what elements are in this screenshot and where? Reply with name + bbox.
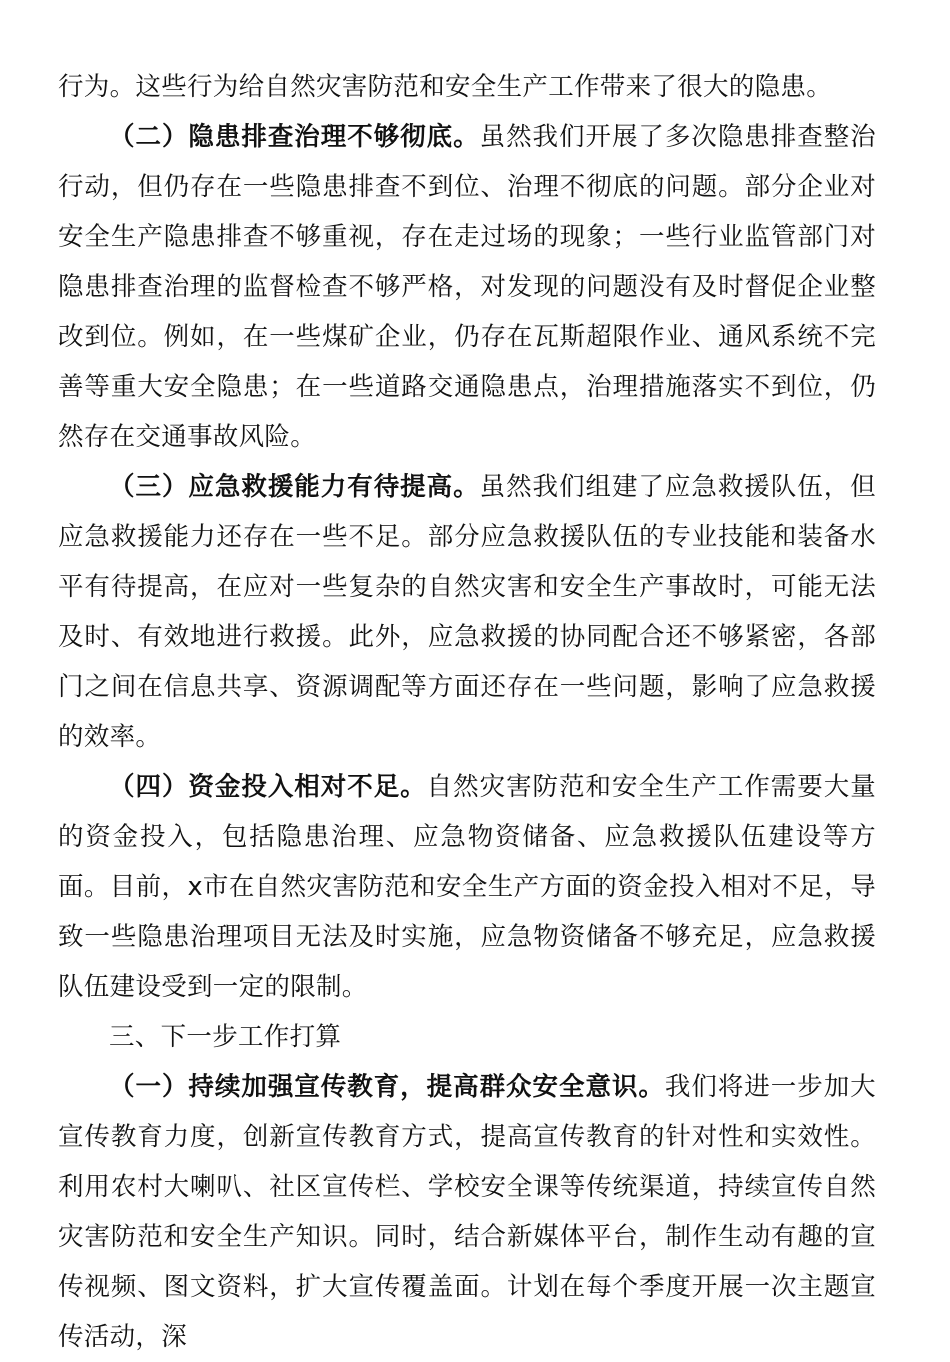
paragraph-text: 虽然我们开展了多次隐患排查整治行动，但仍存在一些隐患排查不到位、治理不彻底的问题。部分企业对安全生产隐患排查不够重视，存在走过场的现象；一些行业监管部门对隐患排查治理的监督检查不够严格，对发现的问题没有及时督促企业整改到位。例如，在一些煤矿企业，仍存在瓦斯超限作业、通风系统不完善等重大安全隐患；在一些道路交通隐患点，治理措施落实不到位，仍然存在交通事故风险。 xyxy=(58,122,876,452)
paragraph-text: 行为。这些行为给自然灾害防范和安全生产工作带来了很大的隐患。 xyxy=(58,72,833,102)
paragraph-text: 自然灾害防范和安全生产工作需要大量的资金投入，包括隐患治理、应急物资储备、应急救援队伍建设等方面。目前，x市在自然灾害防范和安全生产方面的资金投入相对不足，导致一些隐患治理项目无法及时实施，应急物资储备不够充足，应急救援队伍建设受到一定的限制。 xyxy=(58,772,876,1002)
document-page xyxy=(58,62,876,1362)
paragraph-publicity-education xyxy=(58,1062,876,1362)
paragraph-heading: （四）资金投入相对不足。 xyxy=(109,772,427,802)
paragraph-heading: （三）应急救援能力有待提高。 xyxy=(109,472,480,502)
paragraph-text: 虽然我们组建了应急救援队伍，但应急救援能力还存在一些不足。部分应急救援队伍的专业技能和装备水平有待提高，在应对一些复杂的自然灾害和安全生产事故时，可能无法及时、有效地进行救援。此外，应急救援的协同配合还不够紧密，各部门之间在信息共享、资源调配等方面还存在一些问题，影响了应急救援的效率。 xyxy=(58,472,876,752)
paragraph-continuation xyxy=(58,62,876,112)
paragraph-heading: （一）持续加强宣传教育，提高群众安全意识。 xyxy=(109,1072,665,1102)
section-heading-next-steps xyxy=(58,1012,876,1062)
paragraph-funding xyxy=(58,762,876,1012)
section-heading-text: 三、下一步工作打算 xyxy=(109,1022,342,1052)
paragraph-text: 我们将进一步加大宣传教育力度，创新宣传教育方式，提高宣传教育的针对性和实效性。利用农村大喇叭、社区宣传栏、学校安全课等传统渠道，持续宣传自然灾害防范和安全生产知识。同时，结合新媒体平台，制作生动有趣的宣传视频、图文资料，扩大宣传覆盖面。计划在每个季度开展一次主题宣传活动，深 xyxy=(58,1072,876,1352)
paragraph-emergency-rescue xyxy=(58,462,876,762)
paragraph-hidden-danger xyxy=(58,112,876,462)
paragraph-heading: （二）隐患排查治理不够彻底。 xyxy=(109,122,480,152)
